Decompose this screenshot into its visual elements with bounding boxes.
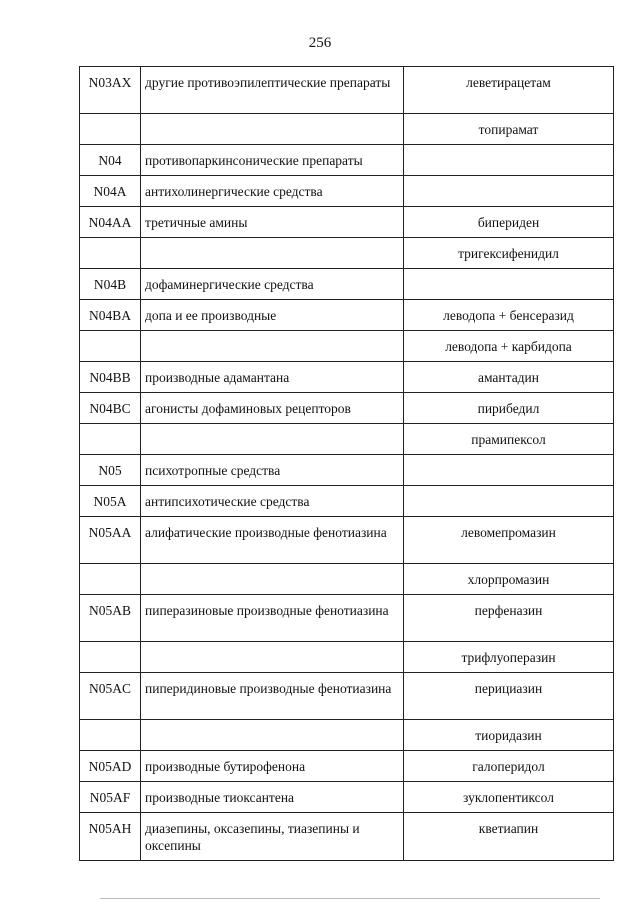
atc-code-cell: N05AC <box>80 673 141 720</box>
atc-code-cell: N05AB <box>80 595 141 642</box>
group-name-cell: производные адамантана <box>141 362 404 393</box>
atc-code-cell <box>80 331 141 362</box>
drug-name-cell: леводопа + бенсеразид <box>404 300 614 331</box>
atc-code-cell: N05AD <box>80 751 141 782</box>
drug-name-cell <box>404 486 614 517</box>
table-row <box>80 720 614 751</box>
drug-name-cell: перфеназин <box>404 595 614 642</box>
atc-code-cell: N03AX <box>80 67 141 114</box>
drug-name-cell <box>404 176 614 207</box>
table-row <box>80 238 614 269</box>
group-name-cell: пиперидиновые производные фенотиазина <box>141 673 404 720</box>
group-name-cell <box>141 238 404 269</box>
table-row <box>80 673 614 720</box>
group-name-cell: алифатические производные фенотиазина <box>141 517 404 564</box>
atc-code-cell: N04B <box>80 269 141 300</box>
atc-code-cell <box>80 720 141 751</box>
group-name-cell: пиперазиновые производные фенотиазина <box>141 595 404 642</box>
drug-name-cell: трифлуоперазин <box>404 642 614 673</box>
table-row <box>80 331 614 362</box>
atc-drug-table <box>79 66 614 861</box>
table-row <box>80 455 614 486</box>
footer-rule <box>100 898 600 899</box>
table-row <box>80 751 614 782</box>
atc-code-cell: N04AA <box>80 207 141 238</box>
atc-code-cell <box>80 564 141 595</box>
atc-code-cell: N04A <box>80 176 141 207</box>
table-row <box>80 269 614 300</box>
group-name-cell: дофаминергические средства <box>141 269 404 300</box>
group-name-cell: другие противоэпилептические препараты <box>141 67 404 114</box>
atc-code-cell: N04 <box>80 145 141 176</box>
group-name-cell: антихолинергические средства <box>141 176 404 207</box>
group-name-cell <box>141 720 404 751</box>
drug-name-cell: прамипексол <box>404 424 614 455</box>
atc-code-cell: N05A <box>80 486 141 517</box>
drug-name-cell: бипериден <box>404 207 614 238</box>
group-name-cell: противопаркинсонические препараты <box>141 145 404 176</box>
atc-code-cell <box>80 238 141 269</box>
drug-name-cell: леводопа + карбидопа <box>404 331 614 362</box>
atc-code-cell: N04BB <box>80 362 141 393</box>
table-row <box>80 595 614 642</box>
drug-name-cell: галоперидол <box>404 751 614 782</box>
atc-code-cell <box>80 642 141 673</box>
table-row <box>80 67 614 114</box>
drug-name-cell: пирибедил <box>404 393 614 424</box>
group-name-cell <box>141 331 404 362</box>
table-row <box>80 813 614 861</box>
drug-name-cell: кветиапин <box>404 813 614 861</box>
table-row <box>80 517 614 564</box>
group-name-cell <box>141 114 404 145</box>
group-name-cell <box>141 564 404 595</box>
group-name-cell <box>141 424 404 455</box>
group-name-cell: антипсихотические средства <box>141 486 404 517</box>
drug-name-cell: тригексифенидил <box>404 238 614 269</box>
table-row <box>80 393 614 424</box>
group-name-cell: диазепины, оксазепины, тиазепины и оксепины <box>141 813 404 861</box>
table-row <box>80 300 614 331</box>
drug-name-cell: амантадин <box>404 362 614 393</box>
atc-table-body <box>80 67 614 861</box>
table-row <box>80 486 614 517</box>
atc-code-cell: N05AA <box>80 517 141 564</box>
table-row <box>80 362 614 393</box>
drug-name-cell: левомепромазин <box>404 517 614 564</box>
group-name-cell <box>141 642 404 673</box>
group-name-cell: психотропные средства <box>141 455 404 486</box>
drug-name-cell: топирамат <box>404 114 614 145</box>
atc-code-cell: N05AH <box>80 813 141 861</box>
drug-name-cell <box>404 455 614 486</box>
table-row <box>80 564 614 595</box>
atc-code-cell <box>80 114 141 145</box>
table-row <box>80 642 614 673</box>
table-row <box>80 145 614 176</box>
table-row <box>80 424 614 455</box>
drug-name-cell <box>404 269 614 300</box>
page-number: 256 <box>308 35 332 51</box>
drug-name-cell: тиоридазин <box>404 720 614 751</box>
group-name-cell: агонисты дофаминовых рецепторов <box>141 393 404 424</box>
group-name-cell: третичные амины <box>141 207 404 238</box>
atc-code-cell <box>80 424 141 455</box>
drug-name-cell: леветирацетам <box>404 67 614 114</box>
group-name-cell: производные бутирофенона <box>141 751 404 782</box>
table-row <box>80 782 614 813</box>
atc-code-cell: N04BA <box>80 300 141 331</box>
atc-code-cell: N05 <box>80 455 141 486</box>
table-row <box>80 114 614 145</box>
table-row <box>80 176 614 207</box>
group-name-cell: допа и ее производные <box>141 300 404 331</box>
atc-code-cell: N05AF <box>80 782 141 813</box>
drug-name-cell: зуклопентиксол <box>404 782 614 813</box>
table-row <box>80 207 614 238</box>
group-name-cell: производные тиоксантена <box>141 782 404 813</box>
atc-code-cell: N04BC <box>80 393 141 424</box>
drug-name-cell: хлорпромазин <box>404 564 614 595</box>
drug-name-cell <box>404 145 614 176</box>
drug-name-cell: перициазин <box>404 673 614 720</box>
